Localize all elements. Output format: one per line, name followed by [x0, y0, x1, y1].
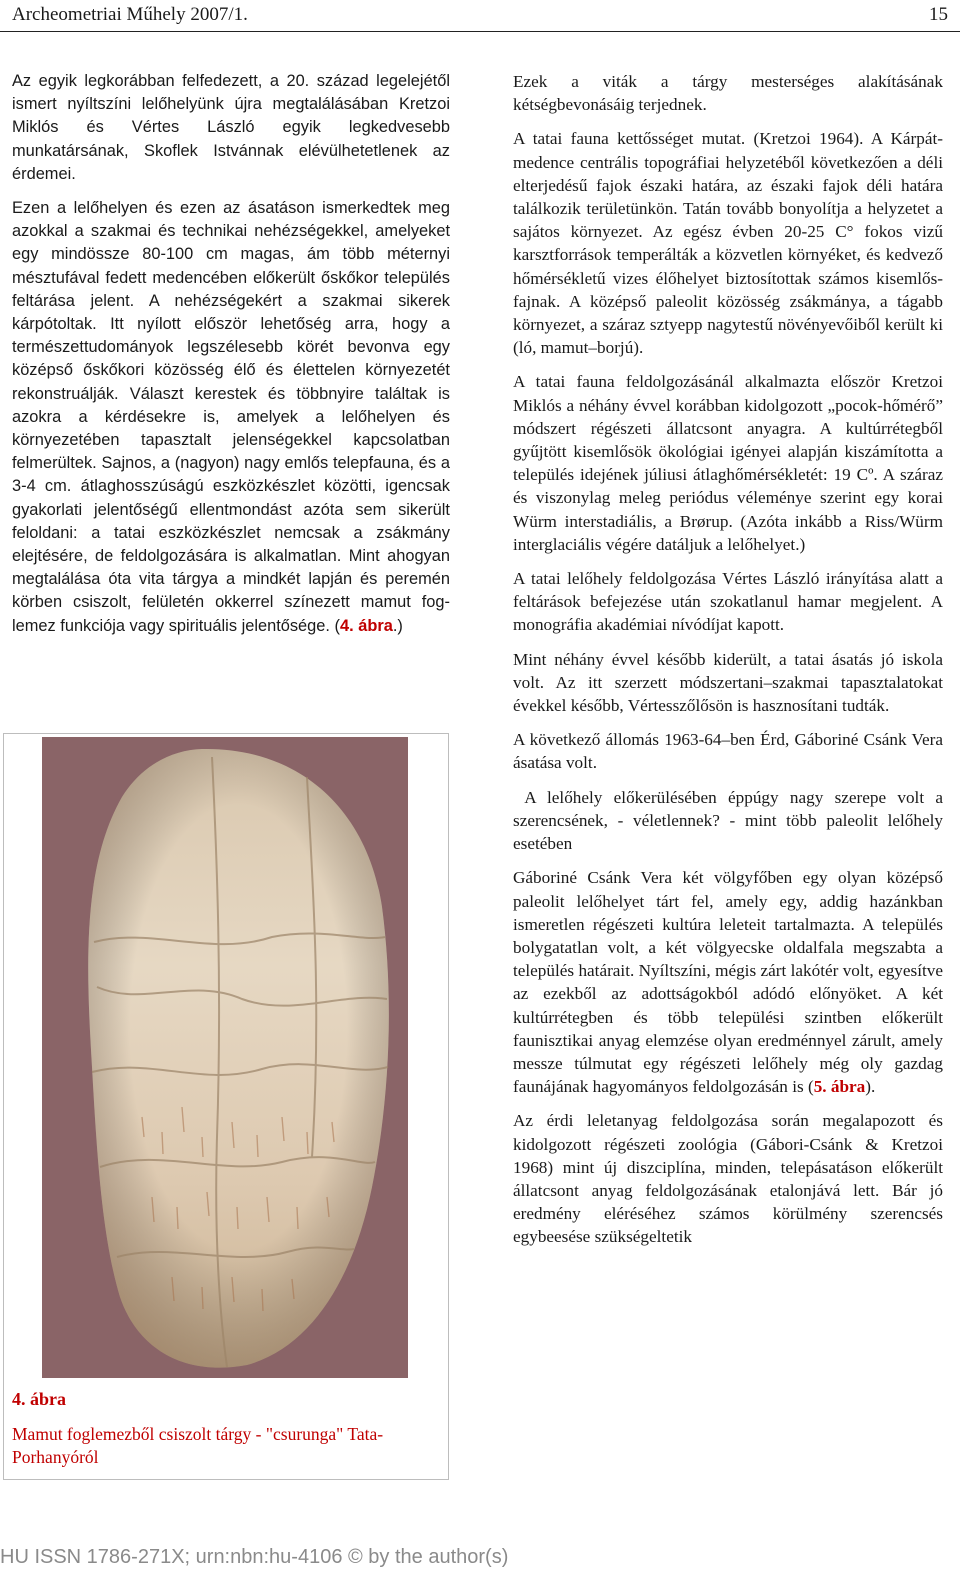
paragraph: A tatai fauna feldolgozásánál alkalmazta először Kretzoi Miklós a néhány évvel korábban kidolgozott „pocok-hőmérő” módszert régészeti állatcsont anyagra. A kultúrrétegből gyűjtött kisemlősök ökológiai igényei alapján kiszámította a település idejének júliusi átlaghőmérsékletét: 19 Cº. A száraz és viszonylag meleg periódus véleménye szerint egy korai Würm interstadiális, a Brørup. (Azóta inkább a Riss/Würm interglaciális végére datáljuk a lelőhelyet.): [513, 372, 943, 554]
mammoth-tooth-object-photo: [42, 737, 408, 1378]
paragraph: Az egyik legkorábban felfedezett, a 20. század legelejétől ismert nyíltszíni lelőhelyünk újra megtalálásában Kretzoi Miklós és Vértes László egyik legkedvesebb munkatársának, Skoflek Istvánnak elévülhetetlenek az érdemei.: [12, 72, 450, 183]
paragraph-text: .): [392, 616, 403, 635]
paragraph-text: Gáboriné Csánk Vera két völgyfőben egy olyan középső paleolit lelőhelyet tárt fel, amely egy, addig hazánkban ismeretlen régészeti kultúra leleteit tartalmazta. A település bolygatatlan volt, a két völgyecske oldalfala megszabta a település határait. Nyíltszíni, mégis zárt lakótér volt, egyesítve az ezekből az adottságokból adódó előnyöket. A két kultúrrétegben és több települési szintben előkerült faunisztikai anyag elemzése olyan eredménnyel zárult, amely messze túlmutat egy régészeti lelőhely még oly gazdag faunájának hagyományos feldolgozásán is (: [513, 868, 943, 1097]
figure-caption: Mamut foglemezből csiszolt tárgy - "csurunga" Tata-Porhanyóról: [12, 1424, 384, 1467]
figure-reference[interactable]: 5. ábra: [813, 1077, 866, 1097]
left-column: [12, 70, 450, 649]
paragraph: A következő állomás 1963-64–ben Érd, Gáboriné Csánk Vera ásatása volt.: [513, 730, 943, 773]
paragraph: Az érdi leletanyag feldolgozása során megalapozott és kidolgozott régészeti zoológia (Gábori-Csánk & Kretzoi 1968) mint új diszciplína, minden, telepásatáson előkerült állatcsont anyag feldolgozásának etalonjává lett. Bár jó eredmény eléréséhez számos körülmény szerencsés egybeesése szükségeltetik: [513, 1111, 943, 1247]
figure-number: 4. ábra: [12, 1389, 66, 1409]
paragraph-text: ).: [865, 1077, 876, 1097]
page-number: 15: [929, 4, 948, 25]
right-column: [513, 70, 948, 1260]
paragraph: [513, 866, 943, 1098]
journal-title: Archeometriai Műhely 2007/1.: [12, 4, 248, 25]
page-header: [0, 0, 960, 44]
header-rule: [0, 31, 960, 32]
figure-reference[interactable]: 4. ábra: [339, 616, 393, 635]
paragraph: A tatai lelőhely feldolgozása Vértes László irányítása alatt a feltárások befejezése után szokatlanul hamar megjelent. A monográfia akadémiai nívódíjat kapott.: [513, 569, 943, 635]
paragraph: Ezek a viták a tárgy mesterséges alakításának kétségbevonásáig terjednek.: [513, 72, 943, 115]
paragraph: A tatai fauna kettősséget mutat. (Kretzoi 1964). A Kárpát-medence centrális topográfiai helyzetéből következően a déli elterjedésű fajok északi határa, az északi fajok déli határa találkozik területünkön. Tatán tovább bonyolítja a helyzetet a sajátos környezet. Az egész évben 20-25 C° fokos vizű karsztforrások temperálták a közvetlen környéket, és kedvező hőmérsékletű vizes élőhelyet biztosítottak számos kisemlős-fajnak. A középső paleolit közösség zsákmánya, a tágabb környezet, a száraz sztyepp nagytestű növényevőiből került ki (ló, mamut–borjú).: [513, 129, 943, 358]
page-footer: HU ISSN 1786-271X; urn:nbn:hu-4106 © by the author(s): [0, 1546, 509, 1568]
paragraph: Mint néhány évvel később kiderült, a tatai ásatás jó iskola volt. Az itt szerzett módszertani–szakmai tapasztalatokat évekkel később, Vértesszőlősön is hasznosítani tudták.: [513, 649, 943, 716]
paragraph-text: Ezen a lelőhelyen és ezen az ásatáson ismerkedtek meg azokkal a szakmai és technikai nehézségekkel, amelyeket egy mindössze 80-100 cm magas, ám több méternyi mésztufával fedett medencében előkerült őskőkor település feltárása jelent. A nehézségekért a szakmai sikerek kárpótoltak. Itt nyílott először lehetőség arra, hogy a természettudományok legszélesebb körét bevonva egy középső őskőkori közösség élő és élettelen környezetét rekonstruálják. Választ kerestek és többnyire találtak is azokra a kérdésekre is, amelyek a lelőhelyen és környezetében tapasztalt jelenségekkel kapcsolatban felmerültek. Sajnos, a (nagyon) nagy emlős telepfauna, és a 3-4 cm. átlaghosszúságú eszközkészlet közötti, igencsak gyakorlati jelentőségű ellentmondást azóta sem sikerült feloldani: a tatai eszközkészlet nemcsak a zsákmány elejtésére, de feldolgozására is alkalmatlan. Mint ahogyan megtalálása óta vita tárgya a mindkét lapján és peremén körben csiszolt, felületén okkerrel színezett mamut fog-lemez funkciója vagy spirituális jelentősége. (: [12, 199, 450, 635]
paragraph: [12, 197, 450, 638]
paragraph: A lelőhely előkerülésében éppúgy nagy szerepe volt a szerencsének, - véletlennek? - mint több paleolit lelőhely esetében: [513, 787, 948, 854]
